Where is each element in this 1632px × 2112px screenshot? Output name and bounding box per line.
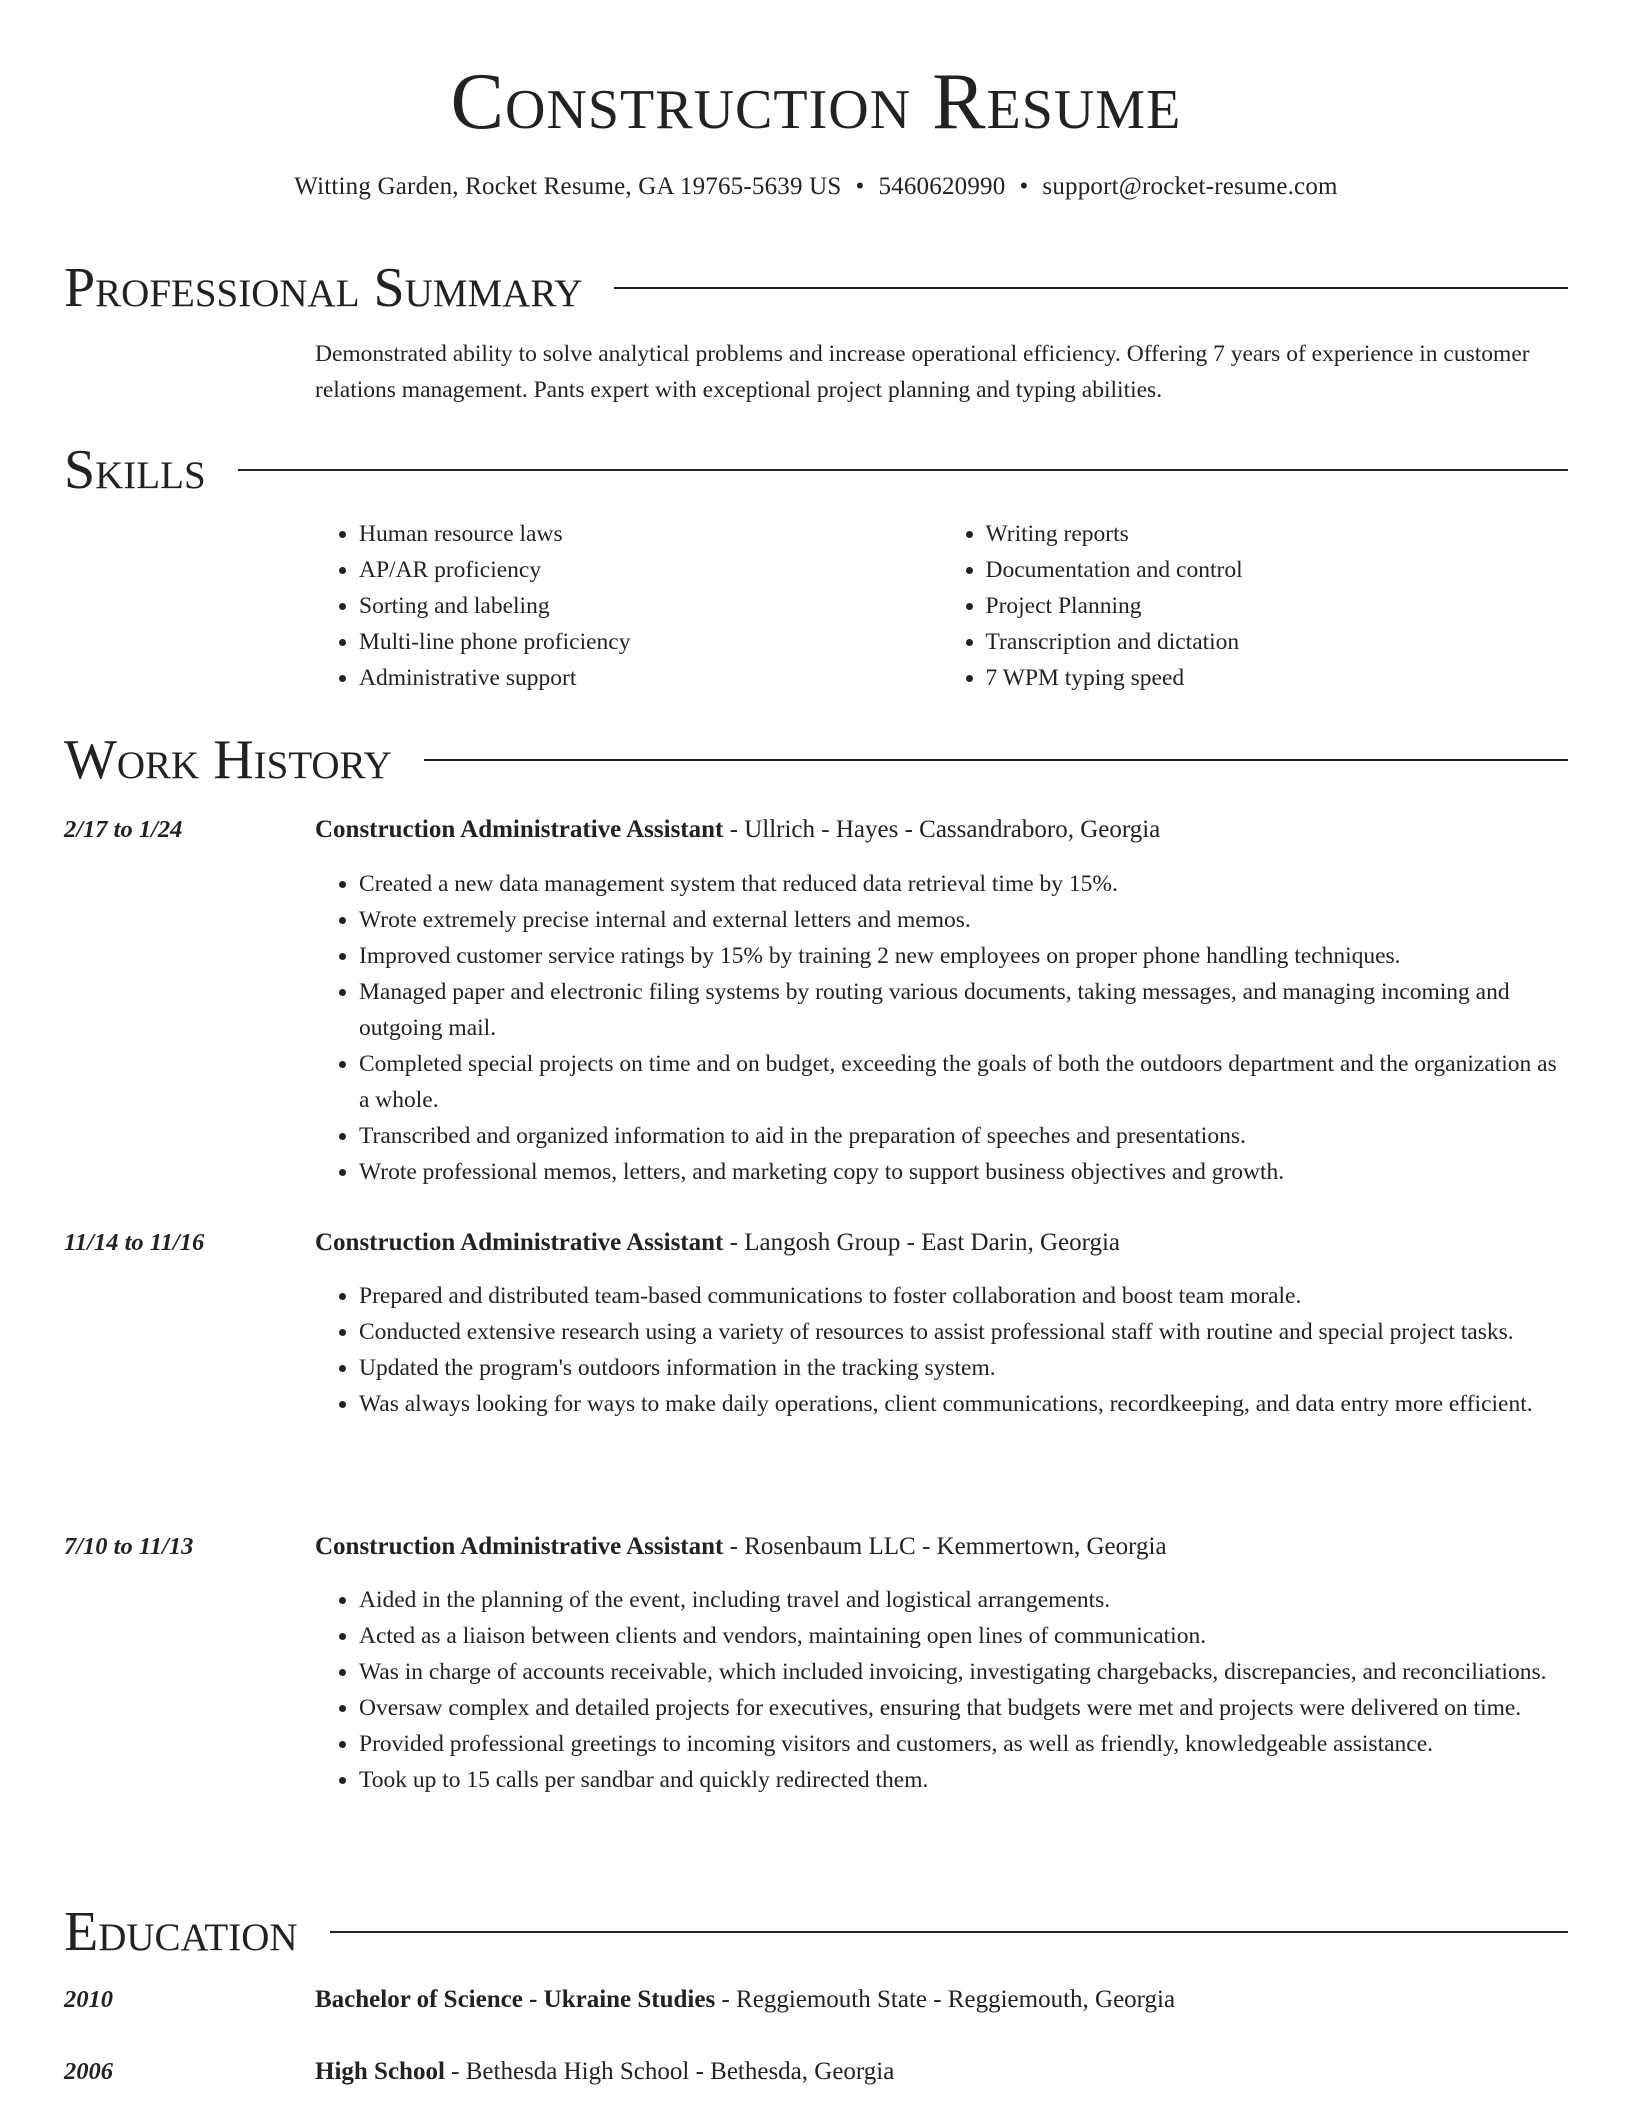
job-bullet: • Was always looking for ways to make daily operations, client communications, recordkeeping, and data entry more efficient. <box>359 1386 1568 1422</box>
job-bullet: • Transcribed and organized information to aid in the preparation of speeches and presentations. <box>359 1118 1568 1154</box>
section-title: Professional Summary <box>64 257 583 319</box>
resume-page <box>64 0 1568 2085</box>
skill-item: • Project Planning <box>986 588 1569 624</box>
job-bullet: • Was in charge of accounts receivable, which included invoicing, investigating chargebacks, discrepancies, and reconciliations. <box>359 1654 1568 1690</box>
education-school: - Reggiemouth State - Reggiemouth, Georgia <box>715 1986 1176 2013</box>
job-bullet: • Prepared and distributed team-based communications to foster collaboration and boost team morale. <box>359 1278 1568 1314</box>
work-history-heading <box>64 730 1568 790</box>
job-role <box>315 1225 1120 1261</box>
skills-list <box>315 516 1568 696</box>
email: support@rocket-resume.com <box>1042 173 1338 200</box>
resume-title: Construction Resume <box>450 58 1182 146</box>
job-role <box>315 812 1160 848</box>
skills-heading <box>64 440 1568 500</box>
job-bullet: • Took up to 15 calls per sandbar and quickly redirected them. <box>359 1762 1568 1798</box>
job-title: Construction Administrative Assistant <box>315 1229 724 1256</box>
skill-item: • Administrative support <box>359 660 942 696</box>
summary-heading <box>64 258 1568 318</box>
job-bullet: • Created a new data management system that reduced data retrieval time by 15%. <box>359 866 1568 902</box>
section-rule <box>238 469 1568 471</box>
job-bullets <box>315 866 1568 1190</box>
skill-item: • Documentation and control <box>986 552 1569 588</box>
education-degree: High School <box>315 2058 445 2085</box>
section-rule <box>330 1931 1568 1933</box>
section-title: Skills <box>64 439 206 501</box>
skills-column-left <box>315 516 942 696</box>
education-year: 2006 <box>64 2058 113 2085</box>
job-dates: 2/17 to 1/24 <box>64 816 183 843</box>
section-title: Education <box>64 1901 298 1963</box>
contact-line <box>64 170 1568 204</box>
section-title: Work History <box>64 729 392 791</box>
job-title: Construction Administrative Assistant <box>315 1533 724 1560</box>
education-year: 2010 <box>64 1986 113 2013</box>
education-degree: Bachelor of Science - Ukraine Studies <box>315 1986 716 2013</box>
address: Witting Garden, Rocket Resume, GA 19765-5639 US <box>294 173 842 200</box>
summary-text: Demonstrated ability to solve analytical problems and increase operational efficiency. Offering 7 years of experience in customer relations management. Pants expert with exceptional project planning and typing abilities. <box>315 341 1530 403</box>
job-bullet: • Wrote extremely precise internal and external letters and memos. <box>359 902 1568 938</box>
skill-item: • AP/AR proficiency <box>359 552 942 588</box>
separator-dot: • <box>855 173 865 200</box>
job-company: - Langosh Group - East Darin, Georgia <box>723 1229 1121 1256</box>
skill-item: • Multi-line phone proficiency <box>359 624 942 660</box>
skill-item: • Writing reports <box>986 516 1569 552</box>
skill-item: • Sorting and labeling <box>359 588 942 624</box>
job-company: - Ullrich - Hayes - Cassandraboro, Georgia <box>723 816 1161 843</box>
phone: 5460620990 <box>878 173 1006 200</box>
job-bullets <box>315 1582 1568 1798</box>
skills-column-right <box>942 516 1569 696</box>
separator-dot: • <box>1019 173 1029 200</box>
job-title: Construction Administrative Assistant <box>315 816 724 843</box>
job-bullet: • Aided in the planning of the event, including travel and logistical arrangements. <box>359 1582 1568 1618</box>
job-company: - Rosenbaum LLC - Kemmertown, Georgia <box>723 1533 1167 1560</box>
education-degree-line <box>315 1982 1175 2018</box>
job-bullet: • Updated the program's outdoors information in the tracking system. <box>359 1350 1568 1386</box>
job-bullet: • Completed special projects on time and on budget, exceeding the goals of both the outdoors department and the organization as a whole. <box>359 1046 1568 1118</box>
job-bullet: • Managed paper and electronic filing systems by routing various documents, taking messages, and managing incoming and outgoing mail. <box>359 974 1568 1046</box>
education-heading <box>64 1902 1568 1962</box>
section-rule <box>424 759 1568 761</box>
skill-item: • 7 WPM typing speed <box>986 660 1569 696</box>
job-role <box>315 1529 1167 1565</box>
education-degree-line <box>315 2054 894 2090</box>
skill-item: • Transcription and dictation <box>986 624 1569 660</box>
job-bullet: • Oversaw complex and detailed projects for executives, ensuring that budgets were met and projects were delivered on time. <box>359 1690 1568 1726</box>
job-dates: 7/10 to 11/13 <box>64 1533 194 1560</box>
section-rule <box>614 287 1568 289</box>
job-bullet: • Improved customer service ratings by 15% by training 2 new employees on proper phone handling techniques. <box>359 938 1568 974</box>
job-bullet: • Conducted extensive research using a variety of resources to assist professional staff with routine and special project tasks. <box>359 1314 1568 1350</box>
job-dates: 11/14 to 11/16 <box>64 1229 205 1256</box>
job-bullet: • Provided professional greetings to incoming visitors and customers, as well as friendly, knowledgeable assistance. <box>359 1726 1568 1762</box>
job-bullet: • Wrote professional memos, letters, and marketing copy to support business objectives and growth. <box>359 1154 1568 1190</box>
job-bullet: • Acted as a liaison between clients and vendors, maintaining open lines of communication. <box>359 1618 1568 1654</box>
education-school: - Bethesda High School - Bethesda, Georgia <box>444 2058 895 2085</box>
job-bullets <box>315 1278 1568 1422</box>
skill-item: • Human resource laws <box>359 516 942 552</box>
